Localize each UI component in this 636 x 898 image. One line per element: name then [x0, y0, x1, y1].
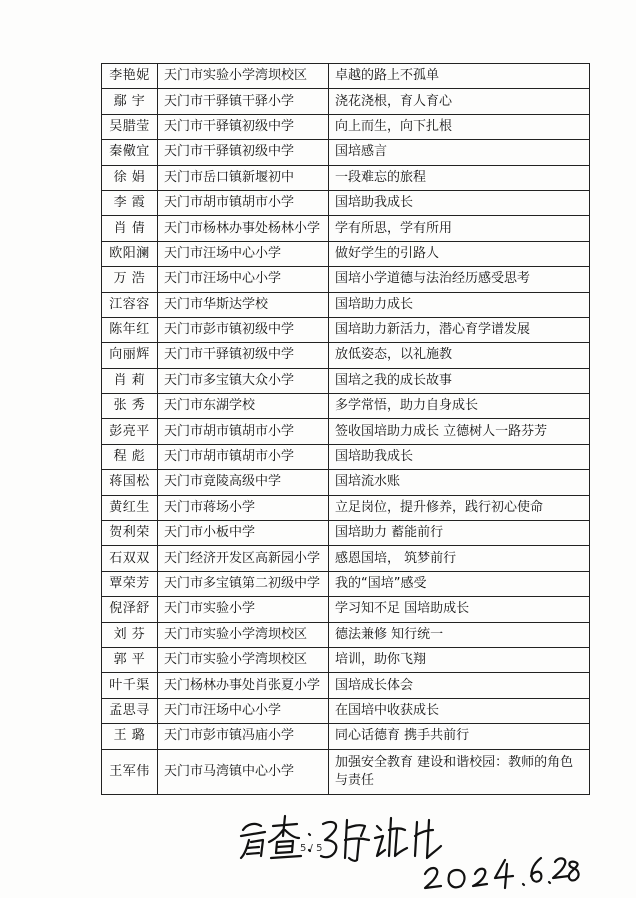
table-row: [102, 724, 590, 749]
roster-table: [101, 63, 590, 795]
topic-cell: 培训，助你飞翔: [329, 647, 590, 672]
school-cell: 天门市马湾镇中心小学: [158, 749, 329, 794]
table-row: [102, 444, 590, 469]
school-cell: 天门市汪场中心小学: [158, 241, 329, 266]
table-row: [102, 495, 590, 520]
school-cell: 天门市干驿镇初级中学: [158, 343, 329, 368]
name-cell: 陈年红: [102, 317, 158, 342]
school-cell: 天门市实验小学湾坝校区: [158, 647, 329, 672]
table-row: [102, 89, 590, 114]
school-cell: 天门市实验小学湾坝校区: [158, 64, 329, 89]
topic-cell: 同心话德育 携手共前行: [329, 724, 590, 749]
name-cell: 张 秀: [102, 394, 158, 419]
table-row: [102, 165, 590, 190]
topic-cell: 我的“国培”感受: [329, 571, 590, 596]
school-cell: 天门杨林办事处肖张夏小学: [158, 673, 329, 698]
name-cell: 向丽辉: [102, 343, 158, 368]
page-number: 5 / 5: [300, 843, 323, 854]
school-cell: 天门市杨林办事处杨林小学: [158, 216, 329, 241]
table-row: [102, 114, 590, 139]
table-row: [102, 394, 590, 419]
school-cell: 天门市干驿镇初级中学: [158, 114, 329, 139]
topic-cell: 卓越的路上不孤单: [329, 64, 590, 89]
school-cell: 天门市胡市镇胡市小学: [158, 444, 329, 469]
name-cell: 吴腊莹: [102, 114, 158, 139]
table-row: [102, 647, 590, 672]
school-cell: 天门市实验小学湾坝校区: [158, 622, 329, 647]
name-cell: 江容容: [102, 292, 158, 317]
table-row: [102, 698, 590, 723]
table-row: [102, 597, 590, 622]
roster-table-body: [102, 64, 590, 795]
school-cell: 天门经济开发区高新园小学: [158, 546, 329, 571]
table-row: [102, 343, 590, 368]
topic-cell: 学习知不足 国培助成长: [329, 597, 590, 622]
table-row: [102, 292, 590, 317]
topic-cell: 国培助我成长: [329, 190, 590, 215]
name-cell: 欧阳澜: [102, 241, 158, 266]
name-cell: 徐 娟: [102, 165, 158, 190]
topic-cell: 国培流水账: [329, 470, 590, 495]
name-cell: 彭亮平: [102, 419, 158, 444]
topic-cell: 向上而生，向下扎根: [329, 114, 590, 139]
name-cell: 刘 芬: [102, 622, 158, 647]
topic-cell: 德法兼修 知行统一: [329, 622, 590, 647]
school-cell: 天门市汪场中心小学: [158, 267, 329, 292]
table-row: [102, 622, 590, 647]
table-row: [102, 521, 590, 546]
table-row: [102, 571, 590, 596]
table-row: [102, 673, 590, 698]
school-cell: 天门市干驿镇干驿小学: [158, 89, 329, 114]
school-cell: 天门市蒋场小学: [158, 495, 329, 520]
school-cell: 天门市多宝镇第二初级中学: [158, 571, 329, 596]
name-cell: 肖 莉: [102, 368, 158, 393]
topic-cell: 签收国培助力成长 立德树人一路芬芳: [329, 419, 590, 444]
school-cell: 天门市汪场中心小学: [158, 698, 329, 723]
school-cell: 天门市干驿镇初级中学: [158, 140, 329, 165]
topic-cell: 立足岗位，提升修养，践行初心使命: [329, 495, 590, 520]
topic-cell: 加强安全教育 建设和谐校园：教师的角色与责任: [329, 749, 590, 794]
name-cell: 万 浩: [102, 267, 158, 292]
name-cell: 孟思寻: [102, 698, 158, 723]
table-row: [102, 267, 590, 292]
topic-cell: 多学常悟，助力自身成长: [329, 394, 590, 419]
table-row: [102, 368, 590, 393]
school-cell: 天门市彭市镇初级中学: [158, 317, 329, 342]
topic-cell: 在国培中收获成长: [329, 698, 590, 723]
topic-cell: 一段难忘的旅程: [329, 165, 590, 190]
name-cell: 蒋国松: [102, 470, 158, 495]
handwritten-signature: [235, 800, 585, 892]
topic-cell: 国培助力新活力，潜心育学谱发展: [329, 317, 590, 342]
school-cell: 天门市实验小学: [158, 597, 329, 622]
table-row: [102, 241, 590, 266]
name-cell: 程 彪: [102, 444, 158, 469]
table-row: [102, 317, 590, 342]
table-row: [102, 419, 590, 444]
topic-cell: 做好学生的引路人: [329, 241, 590, 266]
table-row: [102, 64, 590, 89]
topic-cell: 国培感言: [329, 140, 590, 165]
name-cell: 黄红生: [102, 495, 158, 520]
name-cell: 倪泽舒: [102, 597, 158, 622]
name-cell: 李 霞: [102, 190, 158, 215]
name-cell: 王 璐: [102, 724, 158, 749]
name-cell: 覃荣芳: [102, 571, 158, 596]
table-row: [102, 470, 590, 495]
name-cell: 肖 倩: [102, 216, 158, 241]
name-cell: 贺利荣: [102, 521, 158, 546]
name-cell: 王军伟: [102, 749, 158, 794]
topic-cell: 国培之我的成长故事: [329, 368, 590, 393]
school-cell: 天门市胡市镇胡市小学: [158, 419, 329, 444]
table-row: [102, 749, 590, 794]
school-cell: 天门市岳口镇新堰初中: [158, 165, 329, 190]
name-cell: 石双双: [102, 546, 158, 571]
topic-cell: 浇花浇根，育人育心: [329, 89, 590, 114]
topic-cell: 学有所思，学有所用: [329, 216, 590, 241]
school-cell: 天门市竟陵高级中学: [158, 470, 329, 495]
name-cell: 秦儆宜: [102, 140, 158, 165]
school-cell: 天门市东湖学校: [158, 394, 329, 419]
name-cell: 郭 平: [102, 647, 158, 672]
table-row: [102, 546, 590, 571]
table-row: [102, 216, 590, 241]
school-cell: 天门市多宝镇大众小学: [158, 368, 329, 393]
topic-cell: 国培助力成长: [329, 292, 590, 317]
topic-cell: 国培助我成长: [329, 444, 590, 469]
school-cell: 天门市华斯达学校: [158, 292, 329, 317]
table-row: [102, 190, 590, 215]
name-cell: 叶千渠: [102, 673, 158, 698]
table-row: [102, 140, 590, 165]
topic-cell: 放低姿态，以礼施教: [329, 343, 590, 368]
name-cell: 李艳妮: [102, 64, 158, 89]
name-cell: 鄢 宇: [102, 89, 158, 114]
school-cell: 天门市彭市镇冯庙小学: [158, 724, 329, 749]
school-cell: 天门市胡市镇胡市小学: [158, 190, 329, 215]
topic-cell: 国培小学道德与法治经历感受思考: [329, 267, 590, 292]
school-cell: 天门市小板中学: [158, 521, 329, 546]
topic-cell: 国培成长体会: [329, 673, 590, 698]
topic-cell: 感恩国培， 筑梦前行: [329, 546, 590, 571]
topic-cell: 国培助力 蓄能前行: [329, 521, 590, 546]
